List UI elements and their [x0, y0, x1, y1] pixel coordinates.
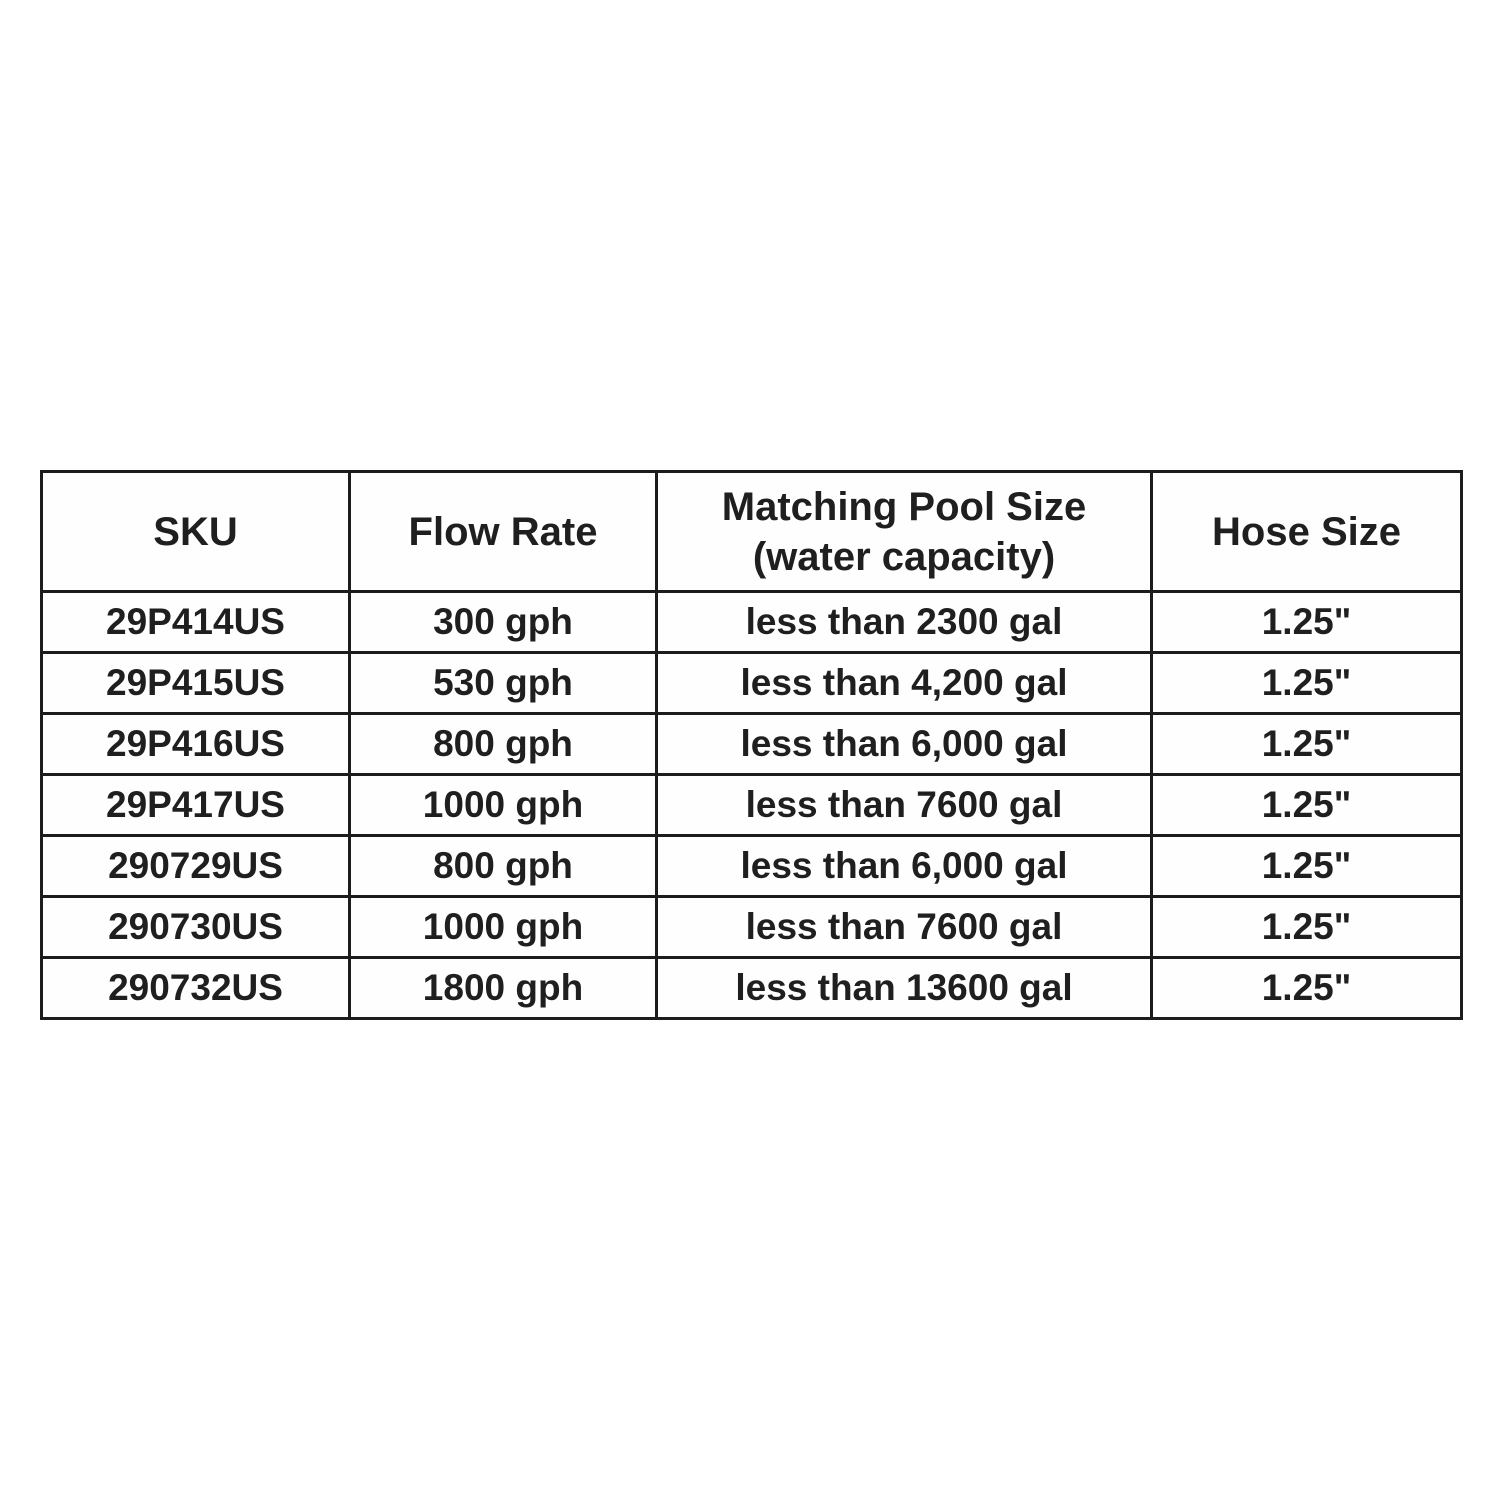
- cell-hose-size: 1.25": [1152, 653, 1462, 714]
- cell-hose-size: 1.25": [1152, 897, 1462, 958]
- column-header-flow-rate: Flow Rate: [350, 472, 657, 592]
- cell-pool-size: less than 6,000 gal: [657, 836, 1152, 897]
- cell-pool-size: less than 7600 gal: [657, 897, 1152, 958]
- cell-pool-size: less than 6,000 gal: [657, 714, 1152, 775]
- column-header-pool-size: [657, 472, 1152, 592]
- cell-flow-rate: 1000 gph: [350, 897, 657, 958]
- cell-hose-size: 1.25": [1152, 775, 1462, 836]
- header-row: [42, 472, 1462, 592]
- pump-spec-table: [40, 470, 1463, 1020]
- column-header-hose-size: Hose Size: [1152, 472, 1462, 592]
- table-row: [42, 653, 1462, 714]
- cell-sku: 290730US: [42, 897, 350, 958]
- table-row: [42, 714, 1462, 775]
- cell-flow-rate: 1000 gph: [350, 775, 657, 836]
- table-row: [42, 897, 1462, 958]
- cell-flow-rate: 1800 gph: [350, 958, 657, 1019]
- cell-flow-rate: 300 gph: [350, 592, 657, 653]
- table-row: [42, 836, 1462, 897]
- cell-sku: 29P414US: [42, 592, 350, 653]
- cell-pool-size: less than 7600 gal: [657, 775, 1152, 836]
- column-header-pool-size-line2: (water capacity): [752, 534, 1056, 579]
- cell-flow-rate: 800 gph: [350, 714, 657, 775]
- cell-flow-rate: 800 gph: [350, 836, 657, 897]
- table-row: [42, 958, 1462, 1019]
- cell-pool-size: less than 4,200 gal: [657, 653, 1152, 714]
- table-row: [42, 592, 1462, 653]
- cell-pool-size: less than 13600 gal: [657, 958, 1152, 1019]
- cell-hose-size: 1.25": [1152, 836, 1462, 897]
- cell-sku: 29P416US: [42, 714, 350, 775]
- cell-hose-size: 1.25": [1152, 958, 1462, 1019]
- cell-sku: 290729US: [42, 836, 350, 897]
- cell-pool-size: less than 2300 gal: [657, 592, 1152, 653]
- column-header-sku: SKU: [42, 472, 350, 592]
- cell-hose-size: 1.25": [1152, 592, 1462, 653]
- cell-sku: 29P415US: [42, 653, 350, 714]
- cell-hose-size: 1.25": [1152, 714, 1462, 775]
- cell-flow-rate: 530 gph: [350, 653, 657, 714]
- table-row: [42, 775, 1462, 836]
- cell-sku: 290732US: [42, 958, 350, 1019]
- column-header-pool-size-line1: Matching Pool Size: [721, 484, 1087, 529]
- cell-sku: 29P417US: [42, 775, 350, 836]
